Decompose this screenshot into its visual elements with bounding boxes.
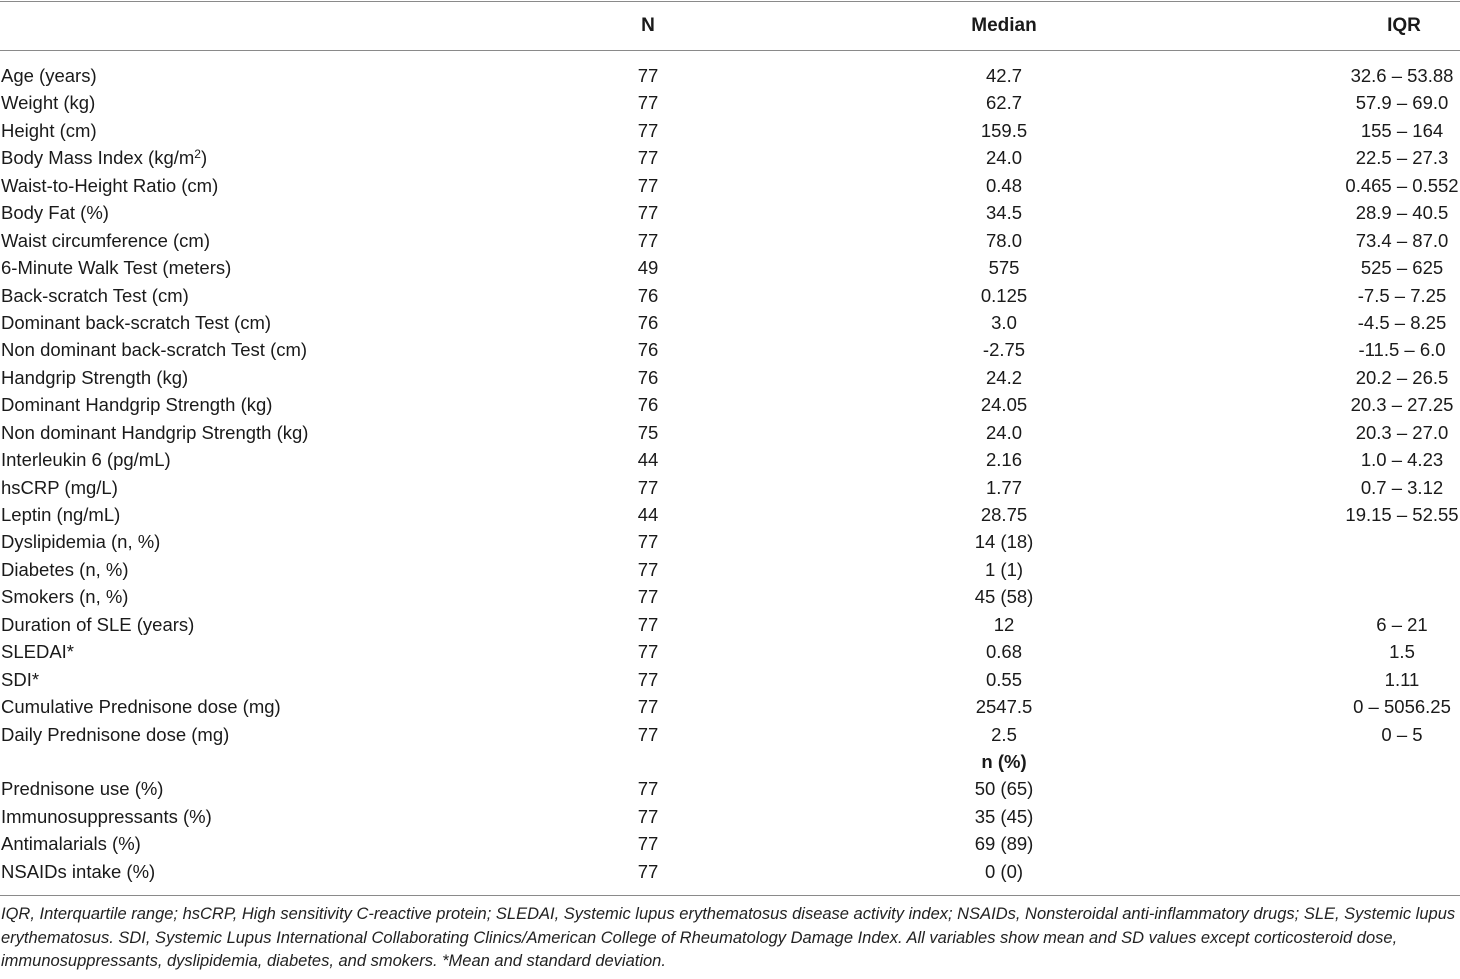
row-n: 77 [637, 641, 659, 663]
row-label: Non dominant Handgrip Strength (kg) [1, 421, 309, 443]
row-n: 76 [637, 394, 659, 416]
row-label-superscript: 2 [194, 147, 201, 162]
row-n: 77 [637, 65, 659, 86]
row-median: 45 (58) [974, 586, 1034, 608]
row-label: Waist circumference (cm) [1, 229, 211, 251]
row-median: 0.55 [985, 668, 1023, 690]
row-median: 1 (1) [984, 558, 1024, 580]
table-row [0, 611, 1460, 638]
row-label: Daily Prednisone dose (mg) [1, 723, 230, 745]
table-row [0, 364, 1460, 391]
table-row [0, 144, 1460, 171]
row-iqr: 20.2 – 26.5 [1355, 366, 1449, 388]
row-label: SLEDAI* [1, 641, 75, 663]
table-row [0, 62, 1460, 89]
row-iqr: 20.3 – 27.25 [1350, 394, 1454, 416]
row-n: 77 [637, 668, 659, 690]
row-n: 76 [637, 366, 659, 388]
row-median: 159.5 [980, 119, 1028, 141]
row-median: -2.75 [982, 339, 1026, 361]
row-label: NSAIDs intake (%) [1, 860, 156, 882]
row-n: 77 [637, 805, 659, 827]
row-n: 76 [637, 311, 659, 333]
row-iqr: 28.9 – 40.5 [1355, 202, 1449, 224]
table-row [0, 89, 1460, 116]
row-iqr: 6 – 21 [1376, 613, 1428, 635]
row-median: 24.0 [985, 147, 1023, 169]
table-row [0, 501, 1460, 528]
table-header-rule [0, 50, 1460, 51]
row-label [1, 144, 207, 171]
row-label: Back-scratch Test (cm) [1, 284, 189, 306]
row-median: 24.2 [985, 366, 1023, 388]
row-n: 44 [637, 504, 659, 525]
row-label: Immunosuppressants (%) [1, 805, 212, 827]
row-label: Body Fat (%) [1, 202, 109, 224]
row-n: 77 [637, 723, 659, 745]
row-median: 0.48 [985, 174, 1023, 196]
row-iqr: -11.5 – 6.0 [1358, 339, 1446, 361]
table-row [0, 309, 1460, 336]
row-n: 77 [637, 833, 659, 855]
table-row [0, 419, 1460, 446]
table-row [0, 803, 1460, 830]
row-label: Diabetes (n, %) [1, 558, 129, 580]
row-median: 35 (45) [974, 805, 1034, 827]
row-median: 12 [993, 613, 1015, 635]
row-n: 77 [637, 586, 659, 608]
row-iqr: 1.0 – 4.23 [1360, 449, 1444, 471]
table-row [0, 583, 1460, 610]
row-label: Dominant back-scratch Test (cm) [1, 311, 272, 333]
row-median: 0.68 [985, 641, 1023, 663]
row-iqr: 20.3 – 27.0 [1355, 421, 1449, 443]
table-row [0, 693, 1460, 720]
row-label: Duration of SLE (years) [1, 613, 195, 635]
row-median: 575 [988, 257, 1020, 279]
table-row [0, 227, 1460, 254]
table-row [0, 775, 1460, 802]
table-row [0, 172, 1460, 199]
row-label-text: Body Mass Index (kg/m [1, 147, 195, 169]
row-median: 24.05 [980, 394, 1028, 416]
table-body [0, 62, 1460, 885]
table-row [0, 446, 1460, 473]
table-footnote: IQR, Interquartile range; hsCRP, High sensitivity C-reactive protein; SLEDAI, Systemic lupus erythematosus disease activity index; NSAIDs, Nonsteroidal anti-inflammatory drugs; SLE, Systemic lupus erythematosus. SDI, Systemic Lupus International Collaborating Clinics/American College of Rheumatology Damage Index. All variables show mean and SD values except corticosteroid dose, immunosuppressants, dyslipidemia, diabetes, and smokers. *Mean and standard deviation. [1, 905, 1456, 971]
column-header-n: N [641, 15, 655, 36]
row-label: Handgrip Strength (kg) [1, 366, 189, 388]
row-label: Dominant Handgrip Strength (kg) [1, 394, 273, 416]
row-n: 77 [637, 147, 659, 169]
row-iqr: 0.7 – 3.12 [1360, 476, 1444, 498]
row-median: 69 (89) [974, 833, 1034, 855]
row-n: 77 [637, 476, 659, 498]
row-label: Prednisone use (%) [1, 778, 164, 800]
row-median: 1.77 [985, 476, 1023, 498]
row-label: Age (years) [1, 65, 97, 86]
row-label: Weight (kg) [1, 92, 96, 114]
row-median: 2.5 [991, 723, 1017, 745]
row-label: Leptin (ng/mL) [1, 504, 121, 525]
row-median: 3.0 [991, 311, 1017, 333]
row-iqr: 1.5 [1389, 641, 1415, 663]
row-label: Interleukin 6 (pg/mL) [1, 449, 171, 471]
row-median: 0 (0) [984, 860, 1024, 882]
column-header-iqr: IQR [1387, 15, 1421, 36]
row-n: 77 [637, 531, 659, 553]
row-iqr: -7.5 – 7.25 [1357, 284, 1447, 306]
row-label: Dyslipidemia (n, %) [1, 531, 161, 553]
row-iqr: 0 – 5056.25 [1353, 696, 1451, 718]
table-row [0, 336, 1460, 363]
table-row [0, 556, 1460, 583]
table-subheader-row [0, 748, 1460, 775]
row-label: Antimalarials (%) [1, 833, 141, 855]
row-label-suffix: ) [200, 147, 208, 169]
table-row [0, 117, 1460, 144]
row-median: 42.7 [985, 65, 1023, 86]
row-n: 77 [637, 613, 659, 635]
row-n: 76 [637, 339, 659, 361]
row-iqr: 0 – 5 [1381, 723, 1423, 745]
row-iqr: -4.5 – 8.25 [1357, 311, 1447, 333]
table-header [0, 0, 1460, 50]
table-row [0, 666, 1460, 693]
row-median: 50 (65) [974, 778, 1034, 800]
table-row [0, 254, 1460, 281]
row-median: 2.16 [985, 449, 1023, 471]
row-median: 78.0 [985, 229, 1023, 251]
table-row [0, 830, 1460, 857]
row-iqr: 525 – 625 [1360, 257, 1444, 279]
row-n: 75 [637, 421, 659, 443]
row-label: Smokers (n, %) [1, 586, 129, 608]
row-n: 77 [637, 119, 659, 141]
row-median: 28.75 [980, 504, 1028, 525]
table-row [0, 391, 1460, 418]
table-row [0, 858, 1460, 885]
row-label: hsCRP (mg/L) [1, 476, 118, 498]
row-median: 0.125 [980, 284, 1028, 306]
column-header-median: Median [971, 15, 1037, 36]
table-row [0, 528, 1460, 555]
row-median: 2547.5 [975, 696, 1033, 718]
row-iqr: 22.5 – 27.3 [1355, 147, 1449, 169]
table-row [0, 474, 1460, 501]
row-iqr: 73.4 – 87.0 [1355, 229, 1449, 251]
row-n: 44 [637, 449, 659, 471]
row-median: 14 (18) [974, 531, 1034, 553]
table-row [0, 282, 1460, 309]
row-n: 49 [637, 257, 659, 279]
row-label: Waist-to-Height Ratio (cm) [1, 174, 219, 196]
row-iqr: 1.11 [1384, 668, 1420, 690]
row-median: 24.0 [985, 421, 1023, 443]
row-iqr: 155 – 164 [1360, 119, 1444, 141]
row-iqr: 19.15 – 52.55 [1345, 504, 1459, 525]
row-n: 77 [637, 229, 659, 251]
row-n: 77 [637, 778, 659, 800]
row-iqr: 32.6 – 53.88 [1350, 65, 1454, 86]
row-n: 77 [637, 696, 659, 718]
row-n: 77 [637, 174, 659, 196]
table-row [0, 199, 1460, 226]
row-median: 62.7 [985, 92, 1023, 114]
row-label: Non dominant back-scratch Test (cm) [1, 339, 308, 361]
row-n: 77 [637, 860, 659, 882]
row-label: Height (cm) [1, 119, 97, 141]
row-label: 6-Minute Walk Test (meters) [1, 257, 232, 279]
row-iqr: 57.9 – 69.0 [1355, 92, 1449, 114]
row-median: 34.5 [985, 202, 1023, 224]
table-bottom-rule [0, 895, 1460, 896]
row-n: 77 [637, 92, 659, 114]
row-n: 77 [637, 202, 659, 224]
row-n: 77 [637, 558, 659, 580]
row-median: n (%) [981, 750, 1027, 772]
row-label: Cumulative Prednisone dose (mg) [1, 696, 281, 718]
table-row [0, 638, 1460, 665]
row-iqr: 0.465 – 0.552 [1345, 174, 1459, 196]
row-label: SDI* [1, 668, 40, 690]
table-row [0, 721, 1460, 748]
row-n: 76 [637, 284, 659, 306]
